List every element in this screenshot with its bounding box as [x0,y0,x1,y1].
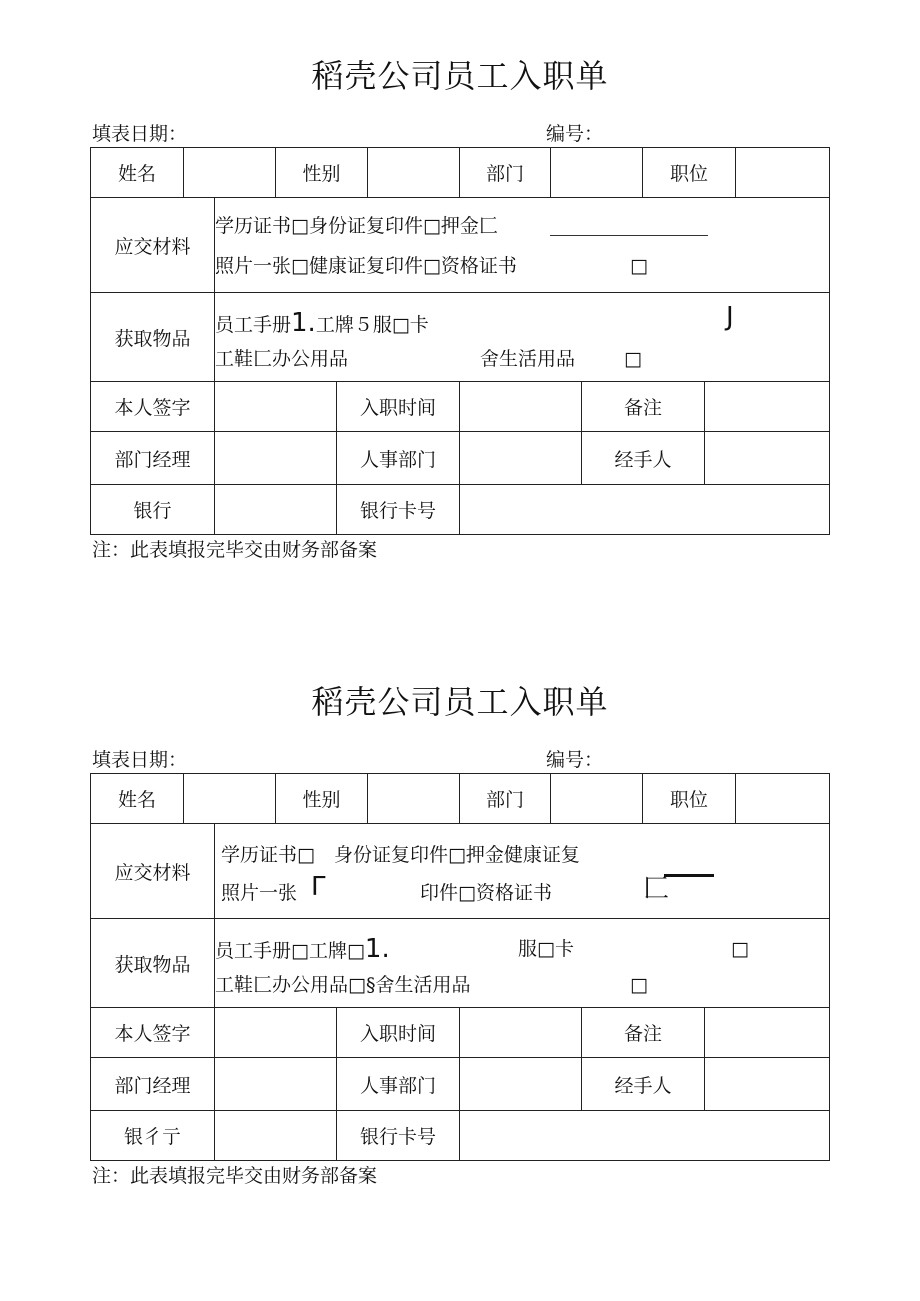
form-title: 稻壳公司员工入职单 [311,683,609,721]
serial-number-label: 编号： [546,123,604,145]
items-line-2: 工鞋匚办公用品□§舍生活用品 [215,974,471,996]
department-field[interactable] [550,147,643,198]
card-number-label: 银行卡号 [336,484,460,535]
signature-label: 本人签字 [90,381,215,432]
signature-field[interactable] [214,1007,337,1058]
remarks-field[interactable] [704,1007,830,1058]
handler-field[interactable] [704,1057,830,1111]
card-number-field[interactable] [459,1110,830,1161]
handler-label: 经手人 [581,1057,705,1111]
items-line-1-b: 服□卡 [518,938,574,960]
items-checkbox-1[interactable]: □ [731,938,749,960]
hire-date-field[interactable] [459,381,582,432]
remarks-field[interactable] [704,381,830,432]
items-line-1-a: 员工手册 [215,314,292,336]
materials-label: 应交材料 [90,197,215,293]
form-title: 稻壳公司员工入职单 [311,57,609,95]
bank-label: 银彳亍 [90,1110,215,1161]
hire-date-label: 入职时间 [336,381,460,432]
items-line-2-b: 舍生活用品 [480,348,576,370]
items-right-mark: J [726,302,734,332]
items-line-2-a: 工鞋匚办公用品 [215,348,349,370]
signature-label: 本人签字 [90,1007,215,1058]
bank-field[interactable] [214,484,337,535]
gender-label: 性别 [275,773,368,824]
fill-date-label: 填表日期： [92,123,188,145]
items-line-1-a [215,934,390,964]
hr-dept-field[interactable] [459,431,582,485]
form-table [90,147,830,535]
deposit-underline [550,235,708,236]
fill-date-label: 填表日期： [92,749,188,771]
card-number-label: 银行卡号 [336,1110,460,1161]
materials-line-1: 学历证书□ 身份证复印件□押金健康证复 [221,844,580,866]
name-label: 姓名 [90,773,184,824]
manager-label: 部门经理 [90,431,215,485]
remarks-label: 备注 [581,1007,705,1058]
name-field[interactable] [183,147,276,198]
department-label: 部门 [459,773,551,824]
materials-line-2-mark: Γ [311,872,326,902]
gender-field[interactable] [367,773,460,824]
position-label: 职位 [642,147,736,198]
items-label: 获取物品 [90,918,215,1008]
name-field[interactable] [183,773,276,824]
serial-number-label: 编号： [546,749,604,771]
position-label: 职位 [642,773,736,824]
manager-field[interactable] [214,431,337,485]
materials-label: 应交材料 [90,823,215,919]
items-line-1-a-text: 员工手册□工牌□ [215,940,365,962]
materials-line-2: 照片一张□健康证复印件□资格证书 [215,255,517,277]
remarks-label: 备注 [581,381,705,432]
position-field[interactable] [735,773,830,824]
form-note: 注：此表填报完毕交由财务部备案 [92,539,378,561]
materials-checkbox[interactable]: 匚 [643,874,670,904]
form-note: 注：此表填报完毕交由财务部备案 [92,1165,378,1187]
gender-label: 性别 [275,147,368,198]
hr-dept-label: 人事部门 [336,1057,460,1111]
underline-mark [664,874,714,877]
hire-date-field[interactable] [459,1007,582,1058]
items-line-1 [215,308,429,338]
materials-checkbox[interactable]: □ [630,255,648,277]
items-checkbox[interactable]: □ [624,348,642,370]
department-label: 部门 [459,147,551,198]
items-label: 获取物品 [90,292,215,382]
items-line-1-mark: 1. [291,308,316,338]
handler-label: 经手人 [581,431,705,485]
items-line-1-b: 工牌５服□卡 [315,314,429,336]
materials-line-1: 学历证书□身份证复印件□押金匚 [215,215,498,237]
signature-field[interactable] [214,381,337,432]
bank-label: 银行 [90,484,215,535]
items-line-1-mark: 1. [364,934,390,964]
hr-dept-label: 人事部门 [336,431,460,485]
manager-label: 部门经理 [90,1057,215,1111]
items-checkbox-2[interactable]: □ [630,974,648,996]
materials-cell [214,197,830,293]
hire-date-label: 入职时间 [336,1007,460,1058]
materials-line-2-b: 印件□资格证书 [420,882,552,904]
materials-line-2-a: 照片一张 [221,882,298,904]
handler-field[interactable] [704,431,830,485]
hr-dept-field[interactable] [459,1057,582,1111]
position-field[interactable] [735,147,830,198]
form-table [90,773,830,1161]
gender-field[interactable] [367,147,460,198]
manager-field[interactable] [214,1057,337,1111]
name-label: 姓名 [90,147,184,198]
department-field[interactable] [550,773,643,824]
bank-field[interactable] [214,1110,337,1161]
card-number-field[interactable] [459,484,830,535]
